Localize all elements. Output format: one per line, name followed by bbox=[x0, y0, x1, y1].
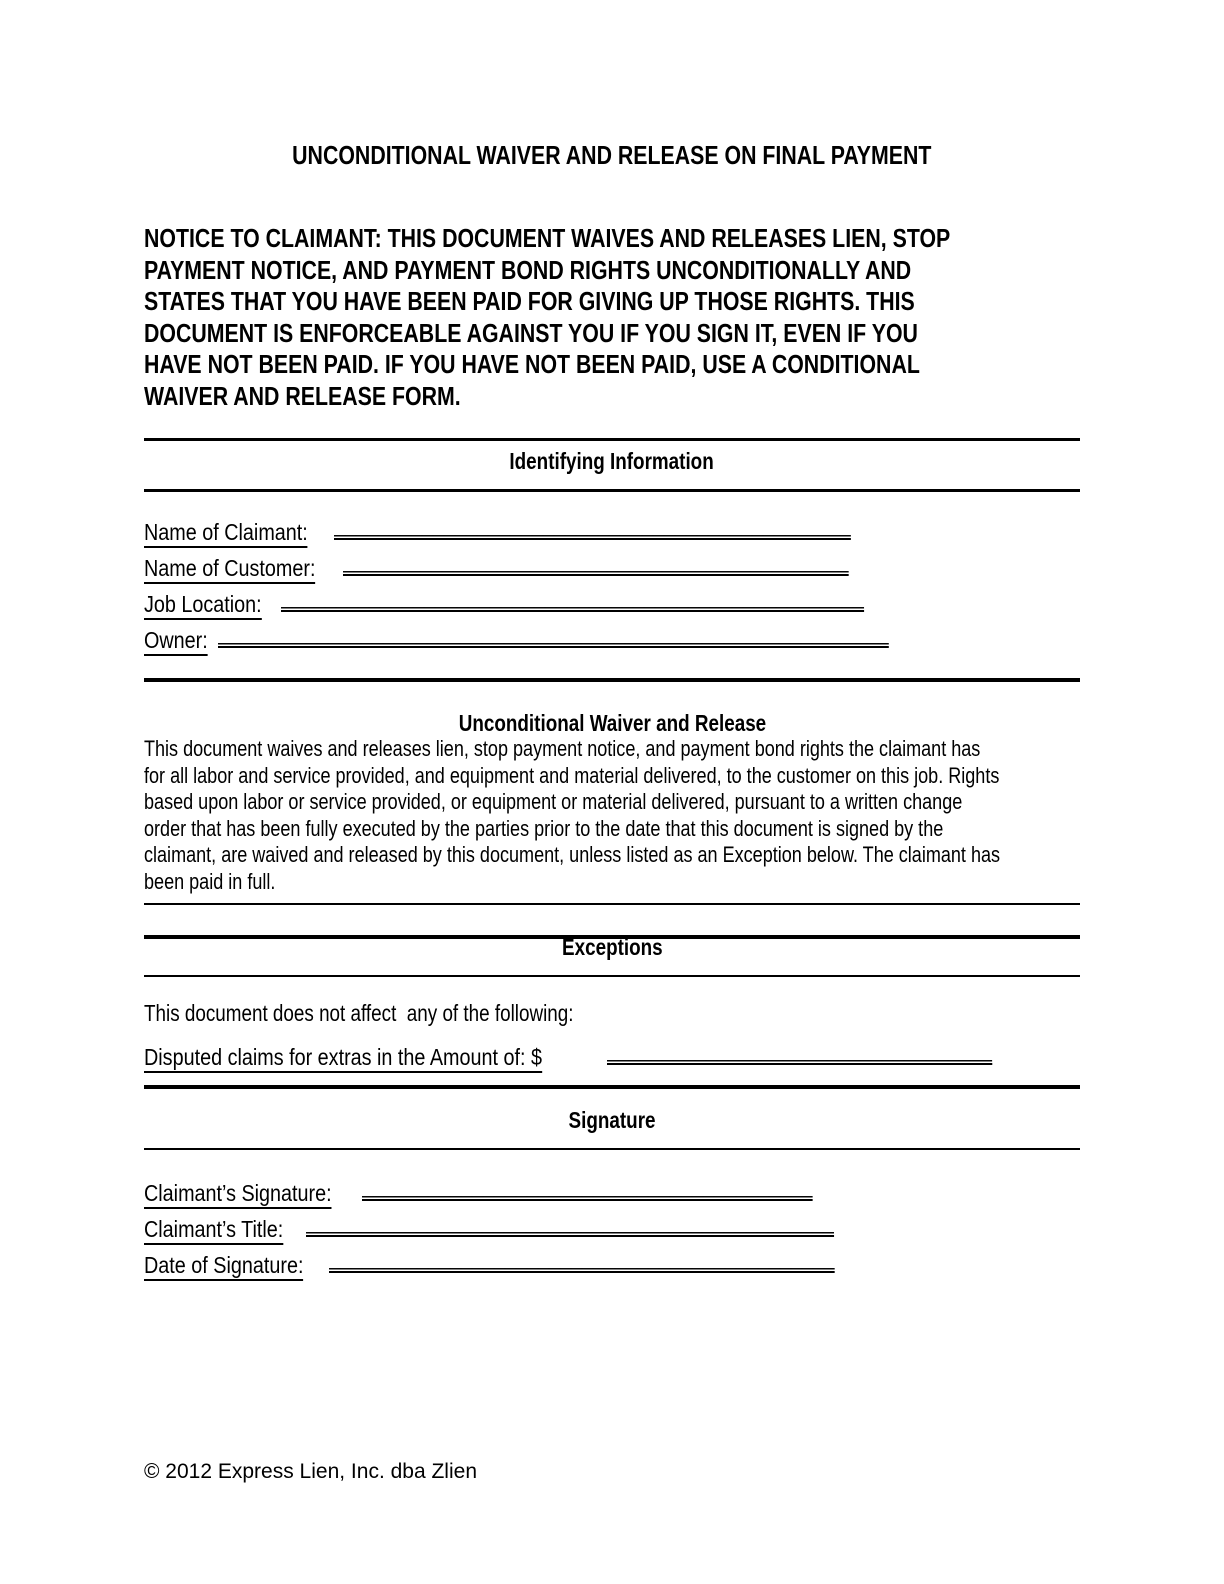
exceptions-section-bottom-rule bbox=[144, 975, 1080, 977]
signature-section-heading: Signature bbox=[568, 1107, 656, 1133]
field-label-claimant-title: Claimant’s Title: bbox=[144, 1216, 283, 1245]
field-row-claimant-signature[interactable] bbox=[144, 1172, 1080, 1209]
identifying-section-heading: Identifying Information bbox=[509, 448, 715, 474]
field-input-owner[interactable]: _____________________________________________________________ bbox=[218, 619, 889, 648]
notice-line: HAVE NOT BEEN PAID. IF YOU HAVE NOT BEEN PAID, USE A CONDITIONAL bbox=[144, 349, 920, 379]
field-label-name-of-claimant: Name of Claimant: bbox=[144, 519, 308, 548]
notice-line: NOTICE TO CLAIMANT: THIS DOCUMENT WAIVES AND RELEASES LIEN, STOP bbox=[144, 223, 951, 253]
waiver-body-line: based upon labor or service provided, or equipment or material delivered, pursuant to a written change bbox=[144, 789, 963, 814]
page-title-text: UNCONDITIONAL WAIVER AND RELEASE ON FINAL PAYMENT bbox=[292, 140, 932, 170]
field-row-claimant-title[interactable] bbox=[144, 1208, 1080, 1245]
identifying-section-top-rule bbox=[144, 438, 1080, 441]
waiver-body-line: claimant, are waived and released by this document, unless listed as an Exception below. The claimant has bbox=[144, 842, 1001, 867]
waiver-body-line: order that has been fully executed by the parties prior to the date that this document is signed by the bbox=[144, 815, 944, 841]
waiver-section-body bbox=[144, 736, 1088, 895]
field-label-owner: Owner: bbox=[144, 627, 208, 656]
signature-section-top-rule bbox=[144, 1085, 1080, 1089]
field-row-date-of-signature[interactable] bbox=[144, 1244, 1080, 1281]
field-row-name-of-claimant[interactable] bbox=[144, 511, 1080, 548]
field-label-date-of-signature: Date of Signature: bbox=[144, 1252, 303, 1281]
exceptions-intro-text: This document does not affect any of the following: bbox=[144, 1000, 574, 1026]
waiver-body-line: for all labor and service provided, and equipment and material delivered, to the customer on this job. Rights bbox=[144, 762, 1000, 788]
waiver-body-line: This document waives and releases lien, stop payment notice, and payment bond rights the claimant has bbox=[144, 736, 981, 761]
field-input-disputed-claims-amount[interactable]: ___________________________________ bbox=[607, 1036, 992, 1065]
footer-copyright-text: © 2012 Express Lien, Inc. dba Zlien bbox=[144, 1460, 477, 1483]
field-label-claimant-signature: Claimant’s Signature: bbox=[144, 1180, 332, 1209]
field-label-job-location: Job Location: bbox=[144, 591, 262, 620]
field-input-name-of-claimant[interactable]: _______________________________________________ bbox=[334, 511, 851, 540]
exceptions-section-heading: Exceptions bbox=[561, 934, 663, 960]
field-label-disputed-claims-amount: Disputed claims for extras in the Amount of: $ bbox=[144, 1044, 542, 1073]
field-row-owner[interactable] bbox=[144, 619, 1080, 656]
field-input-claimant-signature[interactable]: _________________________________________ bbox=[362, 1172, 813, 1201]
notice-to-claimant-block bbox=[144, 223, 1104, 412]
waiver-section-heading: Unconditional Waiver and Release bbox=[458, 710, 766, 736]
field-input-job-location[interactable]: _____________________________________________________ bbox=[281, 583, 864, 612]
notice-line: DOCUMENT IS ENFORCEABLE AGAINST YOU IF YOU SIGN IT, EVEN IF YOU bbox=[144, 317, 918, 348]
field-row-job-location[interactable] bbox=[144, 583, 1080, 620]
notice-line: PAYMENT NOTICE, AND PAYMENT BOND RIGHTS UNCONDITIONALLY AND bbox=[144, 254, 912, 285]
field-label-name-of-customer: Name of Customer: bbox=[144, 555, 315, 584]
identifying-section-bottom-rule bbox=[144, 489, 1080, 492]
field-row-name-of-customer[interactable] bbox=[144, 547, 1080, 584]
field-input-name-of-customer[interactable]: ______________________________________________ bbox=[343, 547, 849, 576]
waiver-body-line: been paid in full. bbox=[144, 868, 276, 894]
notice-line: WAIVER AND RELEASE FORM. bbox=[144, 380, 461, 411]
identifying-section-end-rule bbox=[144, 678, 1080, 682]
waiver-section-end-rule bbox=[144, 903, 1080, 905]
notice-line: STATES THAT YOU HAVE BEEN PAID FOR GIVING UP THOSE RIGHTS. THIS bbox=[144, 286, 915, 316]
page-title bbox=[144, 140, 1080, 170]
footer-copyright bbox=[144, 1460, 1080, 1484]
field-input-claimant-title[interactable]: ________________________________________________ bbox=[306, 1208, 834, 1237]
signature-section-bottom-rule bbox=[144, 1148, 1080, 1150]
field-input-date-of-signature[interactable]: ______________________________________________ bbox=[329, 1244, 835, 1273]
field-row-disputed-claims-amount[interactable] bbox=[144, 1036, 1080, 1073]
